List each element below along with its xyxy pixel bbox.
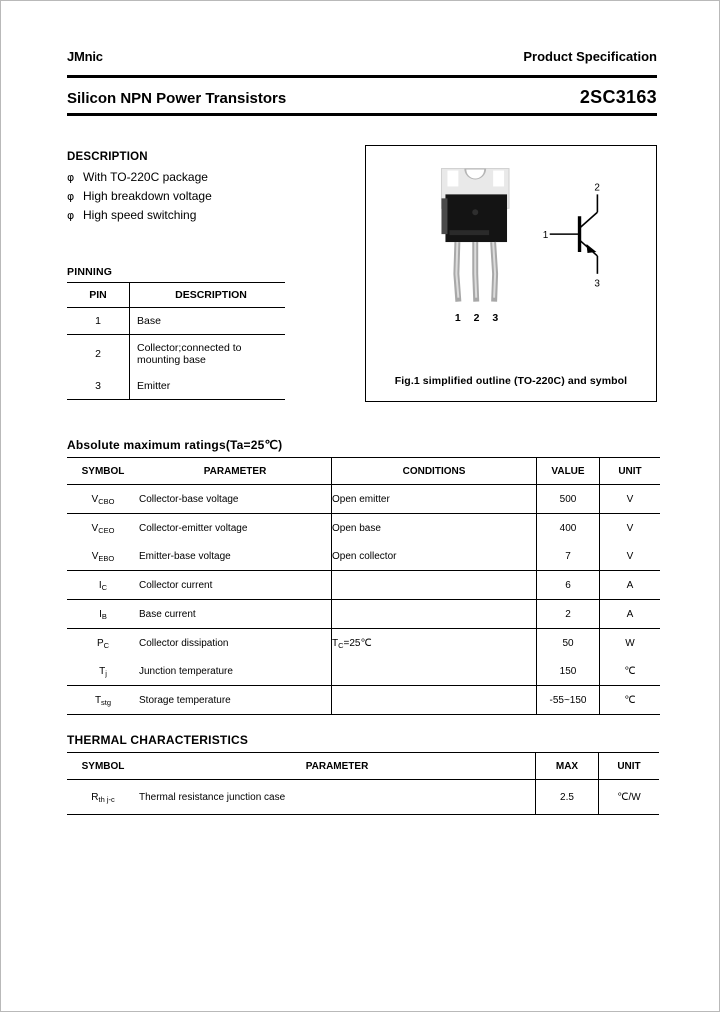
rating-parameter: Collector-base voltage [139,485,332,514]
description-item-label: With TO-220C package [83,170,208,184]
table-row [67,485,660,514]
rating-value: 150 [537,657,600,686]
description-item [67,168,347,187]
rating-conditions: Open collector [332,542,537,571]
rating-parameter: Base current [139,600,332,629]
thermal-characteristics-section [67,752,657,815]
rating-value: -55~150 [537,686,600,715]
column-header-parameter: PARAMETER [139,458,332,485]
table-header-row [67,458,660,485]
thermal-characteristics-heading: THERMAL CHARACTERISTICS [67,733,249,747]
rating-symbol: $I_B$ [67,600,139,629]
rating-value: 400 [537,514,600,543]
rating-value: 7 [537,542,600,571]
absolute-maximum-ratings-section [67,457,657,715]
rating-conditions: $T_C=25℃$ [332,629,537,658]
description-section [67,151,347,225]
description-item-label: High breakdown voltage [83,189,212,203]
page-header [67,49,657,64]
rating-value: 2 [537,600,600,629]
rating-parameter: Emitter-base voltage [139,550,231,562]
rating-symbol: $V_{CBO}$ [67,485,139,514]
table-row [67,514,660,543]
pin-description: Base [137,315,161,327]
thermal-symbol: $R_{th j-c}$ [67,780,139,815]
pin-number: 1 [67,308,130,335]
table-row [67,686,660,715]
rating-value: 500 [537,485,600,514]
rating-unit: V [600,485,661,514]
rating-conditions [332,657,537,686]
rating-symbol: $V_{CEO}$ [67,514,139,543]
rating-unit: ℃ [600,657,661,686]
pin-description: Collector;connected to mounting base [130,335,286,374]
pin-number: 2 [67,335,130,374]
column-header-unit: UNIT [600,458,661,485]
rating-conditions [332,571,537,600]
rating-parameter: Collector dissipation [139,629,332,658]
part-number: 2SC3163 [579,87,657,107]
rating-conditions: Open emitter [332,485,537,514]
brand-logo: JMnic [67,49,103,64]
to220-package-drawing [441,169,509,302]
description-item [67,187,347,206]
rating-symbol: $I_C$ [67,571,139,600]
symbol-pin-label-collector: 2 [594,182,600,194]
column-header-symbol: SYMBOL [67,753,139,780]
bullet-icon: φ [67,190,75,203]
symbol-pin-label-emitter: 3 [594,278,600,290]
table-row [67,571,660,600]
rating-unit: A [600,571,661,600]
table-row [67,373,285,400]
header-divider-bottom [67,113,657,116]
column-header-max: MAX [536,753,599,780]
rating-unit: V [600,542,661,571]
rating-unit: W [600,629,661,658]
absolute-maximum-ratings-heading: Absolute maximum ratings(Ta=25℃) [67,438,283,452]
bullet-icon: φ [67,171,75,184]
thermal-max: 2.5 [536,780,599,815]
column-header-parameter: PARAMETER [139,753,536,780]
table-header-row [67,753,659,780]
rating-conditions [332,600,537,629]
title-row [67,87,657,108]
rating-symbol: $V_{EBO}$ [91,550,115,563]
thermal-parameter: Thermal resistance junction case [139,780,536,815]
rating-symbol: $T_{stg}$ [67,686,139,715]
package-pin-labels: 1 2 3 [454,312,504,324]
rating-symbol: $P_C$ [67,629,139,658]
rating-symbol: $T_j$ [99,665,107,678]
rating-value: 50 [537,629,600,658]
thermal-characteristics-table [67,752,659,815]
pin-description: Emitter [137,380,171,392]
rating-parameter: Collector current [139,571,332,600]
column-header-value: VALUE [537,458,600,485]
rating-value: 6 [537,571,600,600]
thermal-unit: ℃/W [599,780,660,815]
figure-caption: Fig.1 simplified outline (TO-220C) and symbol [394,375,628,387]
symbol-pin-label-base: 1 [542,230,549,242]
header-divider-top [67,75,657,78]
rating-conditions [332,686,537,715]
rating-parameter: Storage temperature [139,686,332,715]
column-header-conditions: CONDITIONS [332,458,537,485]
rating-parameter: Collector-emitter voltage [139,514,332,543]
table-row [67,600,660,629]
document-type-label: Product Specification [523,49,657,64]
table-row [67,657,660,686]
column-header-pin: PIN [67,283,130,308]
table-row [67,308,285,335]
description-item [67,206,347,225]
rating-unit: V [600,514,661,543]
column-header-symbol: SYMBOL [67,458,139,485]
table-row [67,629,660,658]
rating-unit: ℃ [600,686,661,715]
rating-unit: A [600,600,661,629]
absolute-maximum-ratings-table [67,457,660,715]
pinning-section [67,266,285,400]
table-row [67,542,660,571]
description-heading: DESCRIPTION [67,151,148,163]
table-header-row [67,283,285,308]
figure-box [365,145,657,402]
pin-number: 3 [67,373,130,400]
npn-transistor-symbol [550,194,598,273]
rating-conditions: Open base [332,514,537,543]
rating-parameter: Junction temperature [139,665,233,677]
column-header-unit: UNIT [599,753,660,780]
table-row [67,780,659,815]
column-header-description: DESCRIPTION [130,283,286,308]
pinning-table [67,282,285,400]
page-title: Silicon NPN Power Transistors [67,90,287,107]
bullet-icon: φ [67,209,75,222]
table-row [67,335,285,374]
description-item-label: High speed switching [83,208,197,222]
pinning-heading: PINNING [67,266,113,278]
